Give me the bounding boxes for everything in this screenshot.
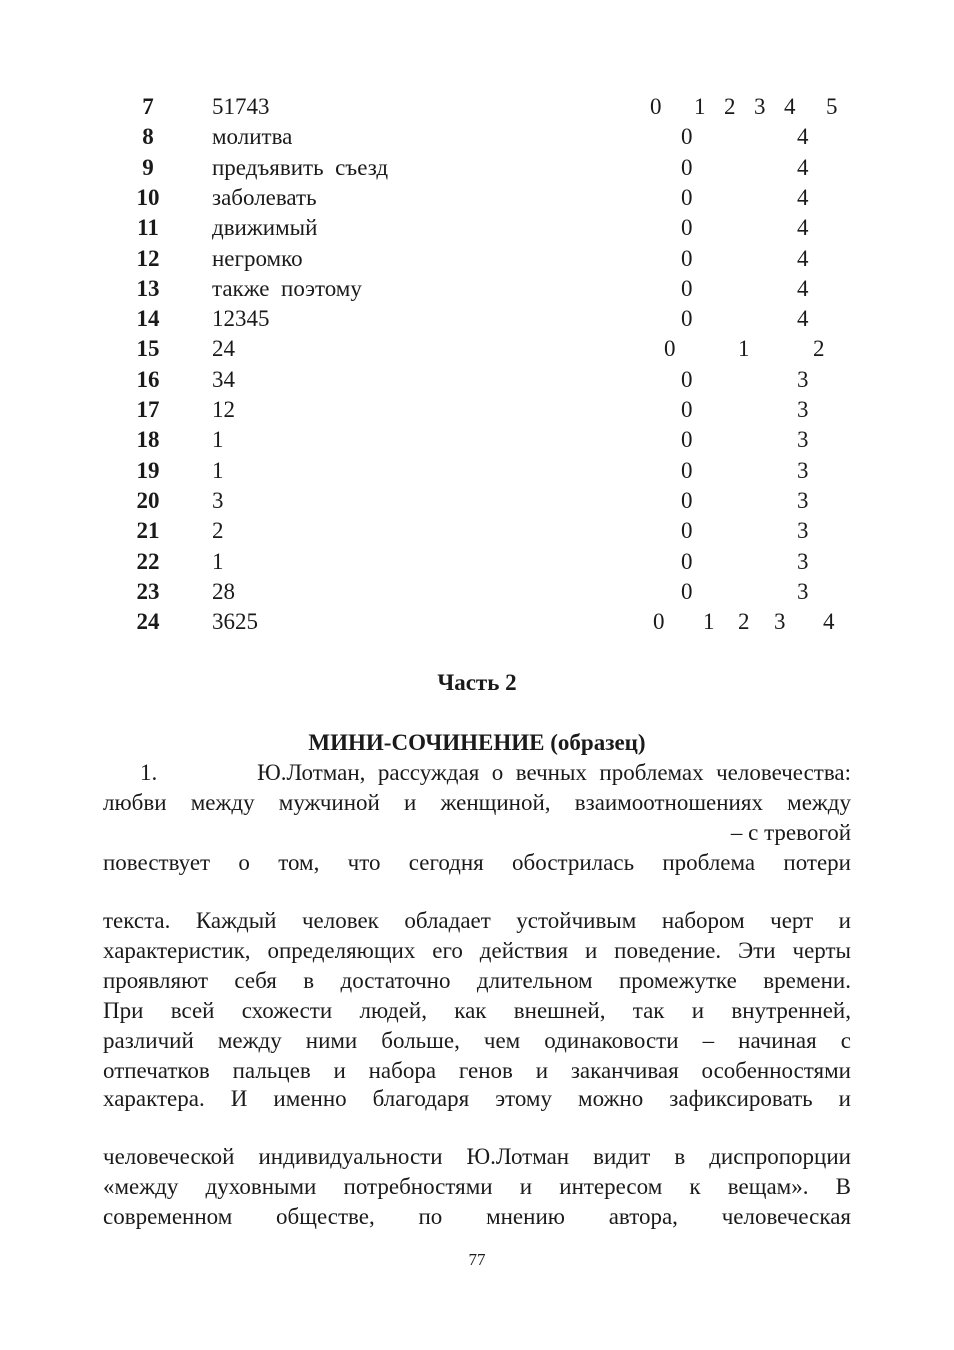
essay-line: При всей схожести людей, как внешней, так и внутренней,: [103, 998, 851, 1023]
answer-row: [0, 153, 954, 183]
score-value: 0: [664, 336, 676, 362]
score-value: 3: [797, 366, 809, 392]
score-value: 4: [797, 215, 809, 241]
answer-row: [0, 425, 954, 455]
task-number: 7: [142, 94, 154, 119]
essay-line: 1. Ю.Лотман, рассуждая о вечных проблемах человечества:: [140, 760, 851, 785]
score-value: 0: [681, 245, 693, 271]
score-value: 3: [797, 397, 809, 422]
score-value: 0: [681, 518, 693, 544]
score-value: 5: [826, 94, 838, 119]
score-value: 3: [797, 487, 809, 513]
answer-text: 51743: [212, 94, 270, 119]
task-number: 24: [136, 609, 160, 635]
answer-text: заболевать: [212, 184, 317, 210]
task-number: 21: [136, 518, 160, 544]
answer-text: 28: [212, 578, 235, 604]
score-value: 2: [813, 336, 825, 362]
essay-line: текста. Каждый человек обладает устойчивым набором черт и: [103, 908, 851, 933]
score-value: 0: [681, 487, 693, 513]
answer-row: [0, 456, 954, 486]
essay-line: характеристик, определяющих его действия и поведение. Эти черты: [103, 938, 851, 963]
answer-text: 3: [212, 487, 224, 513]
task-number: 20: [136, 487, 160, 513]
score-value: 3: [797, 518, 809, 544]
essay-line: «между духовными потребностями и интересом к вещам». В: [103, 1174, 851, 1199]
score-value: 3: [797, 578, 809, 604]
score-value: 1: [694, 94, 706, 119]
answer-text: 3625: [212, 609, 258, 635]
answer-text: негромко: [212, 245, 303, 271]
score-value: 0: [681, 184, 693, 210]
task-number: 8: [142, 124, 154, 150]
answer-text: молитва: [212, 124, 293, 150]
answer-row: [0, 365, 954, 395]
essay-line: – с тревогой: [730, 820, 851, 845]
score-value: 4: [797, 275, 809, 301]
answer-text: 2: [212, 518, 224, 544]
essay-line: отпечатков пальцев и набора генов и заканчивая особенностями: [103, 1058, 851, 1083]
answer-row: [0, 334, 954, 364]
answer-row: [0, 547, 954, 577]
score-value: 0: [653, 609, 665, 635]
score-value: 3: [797, 548, 809, 574]
essay-line: проявляют себя в достаточно длительном промежутке времени.: [103, 968, 851, 993]
score-value: 0: [681, 306, 693, 332]
score-value: 3: [774, 609, 786, 635]
task-number: 22: [136, 548, 160, 574]
score-value: 0: [681, 275, 693, 301]
essay-line: любви между мужчиной и женщиной, взаимоотношениях между: [103, 790, 851, 815]
answer-text: 1: [212, 427, 224, 453]
answer-row: [0, 395, 954, 425]
answer-text: также поэтому: [212, 275, 362, 301]
answer-row: [0, 486, 954, 516]
answer-row: [0, 516, 954, 546]
score-value: 4: [797, 245, 809, 271]
essay-line: [103, 1114, 851, 1144]
score-value: 0: [681, 427, 693, 453]
score-value: 0: [681, 215, 693, 241]
score-value: 0: [681, 397, 693, 422]
score-value: 3: [754, 94, 766, 119]
answer-text: 12345: [212, 306, 270, 332]
task-number: 14: [136, 306, 160, 332]
answer-row: [0, 607, 954, 637]
score-value: 0: [681, 548, 693, 574]
answer-row: [0, 92, 954, 122]
essay-line: человеческой индивидуальности Ю.Лотман видит в диспропорции: [103, 1144, 851, 1169]
score-value: 0: [681, 366, 693, 392]
score-value: 4: [797, 184, 809, 210]
page-number: 77: [468, 1250, 486, 1269]
score-value: 1: [703, 609, 715, 635]
essay-line: [103, 878, 851, 908]
answer-text: 34: [212, 366, 235, 392]
task-number: 10: [136, 184, 160, 210]
answer-text: 24: [212, 336, 235, 362]
task-number: 15: [136, 336, 160, 362]
score-value: 4: [797, 306, 809, 332]
score-value: 2: [738, 609, 750, 635]
essay-line: различий между ними больше, чем одинаковости – начиная с: [103, 1028, 851, 1053]
task-number: 12: [136, 245, 160, 271]
essay-line: повествует о том, что сегодня обострилась проблема потери: [103, 850, 851, 875]
answer-row: [0, 213, 954, 243]
task-number: 18: [136, 427, 160, 453]
score-value: 1: [738, 336, 750, 362]
task-number: 19: [136, 457, 160, 483]
essay-line: характера. И именно благодаря этому можно зафиксировать и: [103, 1086, 851, 1111]
score-value: 2: [724, 94, 736, 119]
essay-heading: МИНИ-СОЧИНЕНИЕ (образец): [308, 730, 646, 755]
answer-text: предъявить съезд: [212, 154, 389, 180]
answer-row: [0, 122, 954, 152]
part-heading: Часть 2: [437, 670, 517, 695]
score-value: 0: [681, 457, 693, 483]
task-number: 16: [136, 366, 160, 392]
task-number: 23: [136, 578, 160, 604]
answer-row: [0, 304, 954, 334]
score-value: 0: [650, 94, 662, 119]
task-number: 9: [142, 154, 154, 180]
answer-row: [0, 577, 954, 607]
answer-text: движимый: [212, 215, 318, 241]
task-number: 11: [137, 215, 159, 241]
answer-row: [0, 274, 954, 304]
score-value: 4: [797, 154, 809, 180]
score-value: 4: [823, 609, 835, 635]
answer-text: 12: [212, 397, 235, 422]
score-value: 3: [797, 427, 809, 453]
answer-row: [0, 244, 954, 274]
task-number: 17: [136, 397, 160, 422]
score-value: 0: [681, 578, 693, 604]
score-value: 3: [797, 457, 809, 483]
answer-row: [0, 183, 954, 213]
task-number: 13: [136, 275, 160, 301]
essay-line: современном обществе, по мнению автора, человеческая: [103, 1204, 851, 1229]
answer-text: 1: [212, 457, 224, 483]
score-value: 4: [797, 124, 809, 150]
score-value: 4: [784, 94, 796, 119]
score-value: 0: [681, 154, 693, 180]
score-value: 0: [681, 124, 693, 150]
answer-text: 1: [212, 548, 224, 574]
